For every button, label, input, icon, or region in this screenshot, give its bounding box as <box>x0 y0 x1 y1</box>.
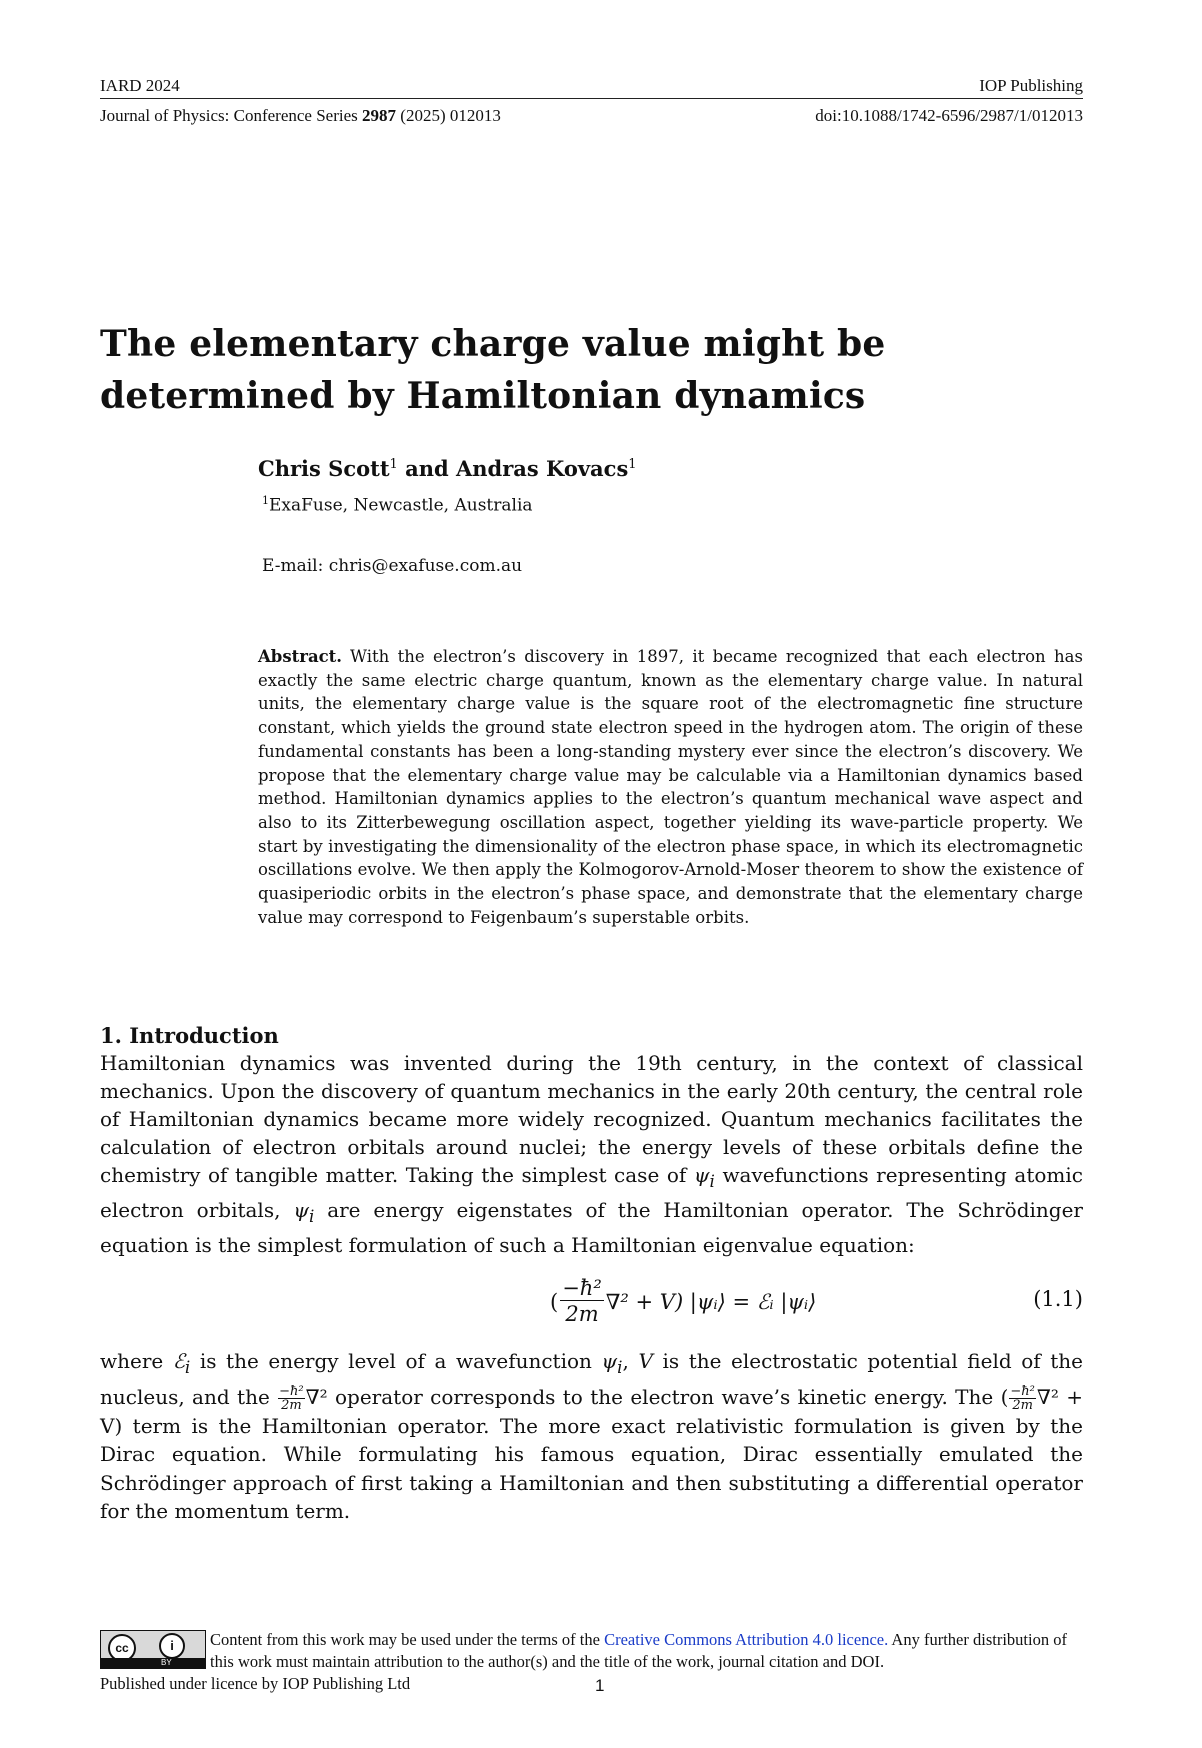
authors: Chris Scott$^1$ and Andras Kovacs$^1$ <box>258 456 637 481</box>
abstract <box>258 645 1083 929</box>
intro-paragraph-1: Hamiltonian dynamics was invented during the 19th century, in the context of classical mechanics. Upon the discovery of quantum mechanics in the early 20th century, the central role of Hamiltonian dynamics became more widely recognized. Quantum mechanics facilitates the calculation of electron orbitals around nuclei; the energy levels of these orbitals define the chemistry of tangible matter. Taking the simplest case of $\psi_i$ wavefunctions representing atomic electron orbitals, $\psi_i$ are energy eigenstates of the Hamiltonian operator. The Schrödinger equation is the simplest formulation of such a Hamiltonian eigenvalue equation: <box>100 1051 1083 1257</box>
equation-number: (1.1) <box>1033 1287 1083 1311</box>
inline-fraction: $\frac{\text{−ħ²}}{2m}$ <box>279 1383 304 1413</box>
license-notice: Content from this work may be used under the terms of the Creative Commons Attribution 4.0 licence. Any further distribution of this work must maintain attribution to the author(s) and the title of the work, journal citation and DOI. <box>210 1630 1067 1671</box>
equation-body: ( $\frac{\text{−ħ²}}{2m}$ ∇² + V) |ψᵢ⟩ = ℰᵢ |ψᵢ⟩ <box>550 1276 817 1326</box>
paper-title: The elementary charge value might be determined by Hamiltonian dynamics <box>100 323 886 417</box>
badge-bar <box>101 1658 205 1668</box>
running-header <box>100 74 1083 99</box>
by-label: BY <box>161 1658 172 1667</box>
conference-name: IARD 2024 <box>100 76 180 95</box>
inline-fraction: $\frac{\text{−ħ²}}{2m}$ <box>1010 1383 1035 1413</box>
volume-number: 2987 <box>362 106 397 125</box>
license-link[interactable]: Creative Commons Attribution 4.0 licence. <box>604 1630 889 1649</box>
cc-by-license-badge[interactable] <box>100 1630 206 1669</box>
journal-line <box>100 104 1083 128</box>
published-under-licence: Published under licence by IOP Publishing Ltd <box>100 1674 411 1693</box>
equation-fraction: $\frac{\text{−ħ²}}{2m}$ <box>562 1276 602 1326</box>
doi: doi:10.1088/1742-6596/2987/1/012013 <box>815 106 1083 125</box>
affiliation: $^1$ExaFuse, Newcastle, Australia <box>262 494 533 516</box>
page-number: 1 <box>595 1676 605 1695</box>
intro-paragraph-2: where ℰ$_i$ is the energy level of a wavefunction $\psi_i$, V is the electrostatic potential field of the nucleus, and the $\frac{\text{−ħ²}}{2m}$ ∇² operator corresponds to the electron wave’s kinetic energy. The ( $\frac{\text{−ħ²}}{2m}$ ∇² + V) term is the Hamiltonian operator. The more exact relativistic formulation is given by the Dirac equation. While formulating his famous equation, Dirac essentially emulated the Schrödinger approach of first taking a Hamiltonian and then substituting a differential operator for the momentum term. <box>100 1349 1083 1523</box>
attribution-person-icon: i <box>159 1633 185 1659</box>
abstract-label: Abstract. <box>258 647 343 666</box>
abstract-text: With the electron’s discovery in 1897, it became recognized that each electron has exactly the same electric charge quantum, known as the elementary charge value. In natural units, the elementary charge value is the square root of the electromagnetic fine structure constant, which yields the ground state electron speed in the hydrogen atom. The origin of these fundamental constants has been a long-standing mystery ever since the electron’s discovery. We propose that the elementary charge value may be calculable via a Hamiltonian dynamics based method. Hamiltonian dynamics applies to the electron’s quantum mechanical wave aspect and also to its Zitterbewegung oscillation aspect, together yielding its wave-particle property. We start by investigating the dimensionality of the electron phase space, in which its electromagnetic oscillations evolve. We then apply the Kolmogorov-Arnold-Moser theorem to show the existence of quasiperiodic orbits in the electron’s phase space, and demonstrate that the elementary charge value may correspond to Feigenbaum’s superstable orbits. <box>258 647 1083 927</box>
author-email: E-mail: chris@exafuse.com.au <box>262 556 523 576</box>
author-name: Chris Scott <box>258 456 390 481</box>
section-heading: 1. Introduction <box>100 1023 279 1048</box>
publisher-name: IOP Publishing <box>979 76 1083 95</box>
journal-citation: Journal of Physics: Conference Series 2987 (2025) 012013 <box>100 106 501 125</box>
creative-commons-icon: cc <box>108 1634 136 1662</box>
author-name: Andras Kovacs <box>456 456 629 481</box>
equation-1-1 <box>100 1270 1083 1330</box>
